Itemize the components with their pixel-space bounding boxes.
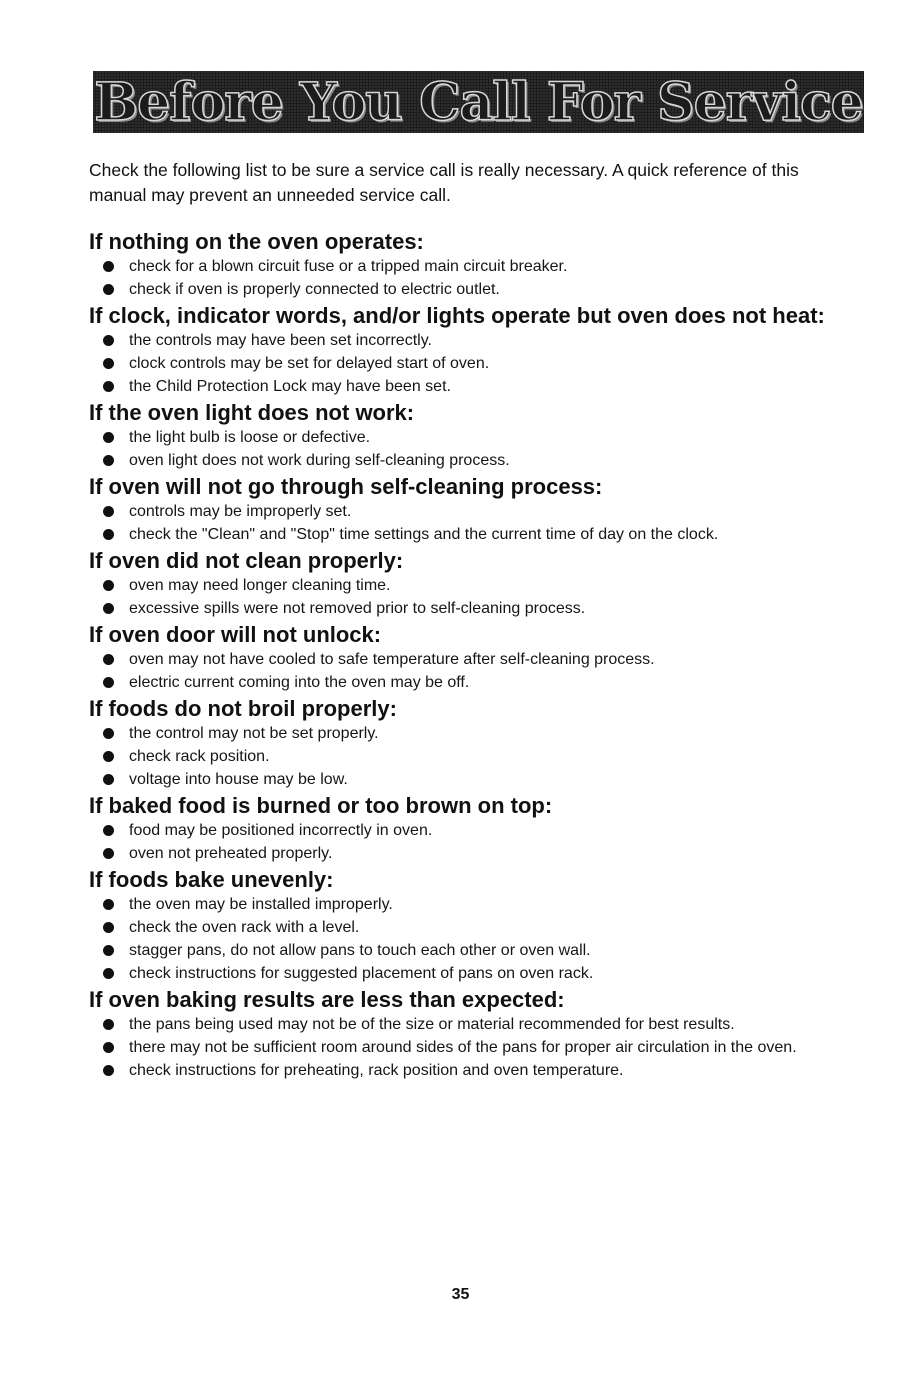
bullet-list — [89, 722, 859, 791]
bullet-list — [89, 255, 859, 301]
trouble-section — [89, 695, 859, 791]
section-heading: If oven baking results are less than expected: — [89, 987, 565, 1012]
section-heading: If oven will not go through self-cleaning process: — [89, 474, 603, 499]
bullet-list — [89, 819, 859, 865]
list-item-text: check instructions for preheating, rack position and oven temperature. — [129, 1062, 624, 1079]
title-banner — [93, 71, 864, 133]
page-title: Before You Call For Service — [94, 71, 863, 133]
list-item-text: oven not preheated properly. — [129, 845, 333, 862]
list-item — [89, 671, 859, 694]
list-item-text: check rack position. — [129, 748, 270, 765]
list-item — [89, 893, 859, 916]
list-item — [89, 278, 859, 301]
page-number: 35 — [451, 1286, 470, 1303]
list-item — [89, 1059, 859, 1082]
bullet-icon — [103, 899, 114, 910]
list-item-text: food may be positioned incorrectly in oven. — [129, 822, 433, 839]
section-heading: If baked food is burned or too brown on top: — [89, 793, 553, 818]
list-item — [89, 722, 859, 745]
bullet-list — [89, 500, 859, 546]
bullet-icon — [103, 284, 114, 295]
list-item — [89, 648, 859, 671]
list-item — [89, 449, 859, 472]
list-item-text: oven may not have cooled to safe temperature after self-cleaning process. — [129, 651, 655, 668]
bullet-icon — [103, 335, 114, 346]
section-heading: If foods do not broil properly: — [89, 696, 397, 721]
trouble-section — [89, 473, 859, 546]
bullet-icon — [103, 1065, 114, 1076]
list-item-text: check the oven rack with a level. — [129, 919, 360, 936]
section-heading: If foods bake unevenly: — [89, 867, 334, 892]
list-item — [89, 1013, 859, 1036]
list-item-text: clock controls may be set for delayed start of oven. — [129, 355, 490, 372]
bullet-icon — [103, 580, 114, 591]
list-item-text: the control may not be set properly. — [129, 725, 379, 742]
list-item — [89, 842, 859, 865]
bullet-icon — [103, 1042, 114, 1053]
bullet-list — [89, 329, 859, 398]
list-item-text: electric current coming into the oven may be off. — [129, 674, 470, 691]
bullet-icon — [103, 381, 114, 392]
list-item — [89, 768, 859, 791]
list-item — [89, 329, 859, 352]
trouble-section — [89, 866, 859, 985]
bullet-icon — [103, 529, 114, 540]
section-heading: If oven did not clean properly: — [89, 548, 404, 573]
list-item-text: the Child Protection Lock may have been set. — [129, 378, 451, 395]
list-item-text: the controls may have been set incorrectly. — [129, 332, 432, 349]
bullet-icon — [103, 751, 114, 762]
section-heading: If oven door will not unlock: — [89, 622, 382, 647]
bullet-list — [89, 648, 859, 694]
list-item-text: stagger pans, do not allow pans to touch each other or oven wall. — [129, 942, 591, 959]
list-item-text: the pans being used may not be of the size or material recommended for best results. — [129, 1016, 735, 1033]
list-item — [89, 426, 859, 449]
list-item-text: check instructions for suggested placement of pans on oven rack. — [129, 965, 594, 982]
trouble-section — [89, 621, 859, 694]
bullet-icon — [103, 432, 114, 443]
section-heading: If the oven light does not work: — [89, 400, 415, 425]
bullet-icon — [103, 261, 114, 272]
troubleshooting-list — [89, 228, 859, 1083]
bullet-icon — [103, 677, 114, 688]
list-item-text: check if oven is properly connected to electric outlet. — [129, 281, 500, 298]
list-item-text: check for a blown circuit fuse or a tripped main circuit breaker. — [129, 258, 568, 275]
bullet-icon — [103, 506, 114, 517]
list-item-text: oven light does not work during self-cleaning process. — [129, 452, 510, 469]
bullet-icon — [103, 654, 114, 665]
list-item-text: the oven may be installed improperly. — [129, 896, 393, 913]
list-item — [89, 523, 859, 546]
list-item-text: oven may need longer cleaning time. — [129, 577, 391, 594]
bullet-icon — [103, 455, 114, 466]
list-item-text: there may not be sufficient room around sides of the pans for proper air circulation in the oven. — [129, 1039, 797, 1056]
section-heading: If clock, indicator words, and/or lights operate but oven does not heat: — [89, 303, 825, 328]
bullet-icon — [103, 774, 114, 785]
trouble-section — [89, 986, 859, 1082]
bullet-icon — [103, 848, 114, 859]
list-item — [89, 939, 859, 962]
trouble-section — [89, 302, 859, 398]
list-item — [89, 597, 859, 620]
bullet-icon — [103, 1019, 114, 1030]
bullet-icon — [103, 825, 114, 836]
trouble-section — [89, 399, 859, 472]
bullet-list — [89, 1013, 859, 1082]
intro-paragraph: Check the following list to be sure a service call is really necessary. A quick reference of this manual may prevent an unneeded service call. — [89, 160, 799, 205]
bullet-icon — [103, 945, 114, 956]
list-item — [89, 574, 859, 597]
list-item-text: excessive spills were not removed prior to self-cleaning process. — [129, 600, 586, 617]
bullet-icon — [103, 968, 114, 979]
section-heading: If nothing on the oven operates: — [89, 229, 424, 254]
list-item — [89, 375, 859, 398]
list-item-text: controls may be improperly set. — [129, 503, 352, 520]
bullet-icon — [103, 728, 114, 739]
list-item — [89, 962, 859, 985]
bullet-icon — [103, 603, 114, 614]
bullet-list — [89, 426, 859, 472]
list-item-text: check the "Clean" and "Stop" time settings and the current time of day on the clock. — [129, 526, 719, 543]
bullet-icon — [103, 922, 114, 933]
list-item — [89, 819, 859, 842]
list-item — [89, 500, 859, 523]
trouble-section — [89, 547, 859, 620]
list-item — [89, 916, 859, 939]
bullet-list — [89, 574, 859, 620]
list-item — [89, 745, 859, 768]
list-item — [89, 352, 859, 375]
bullet-list — [89, 893, 859, 985]
list-item — [89, 1036, 859, 1059]
list-item-text: voltage into house may be low. — [129, 771, 348, 788]
bullet-icon — [103, 358, 114, 369]
list-item-text: the light bulb is loose or defective. — [129, 429, 371, 446]
trouble-section — [89, 792, 859, 865]
list-item — [89, 255, 859, 278]
trouble-section — [89, 228, 859, 301]
